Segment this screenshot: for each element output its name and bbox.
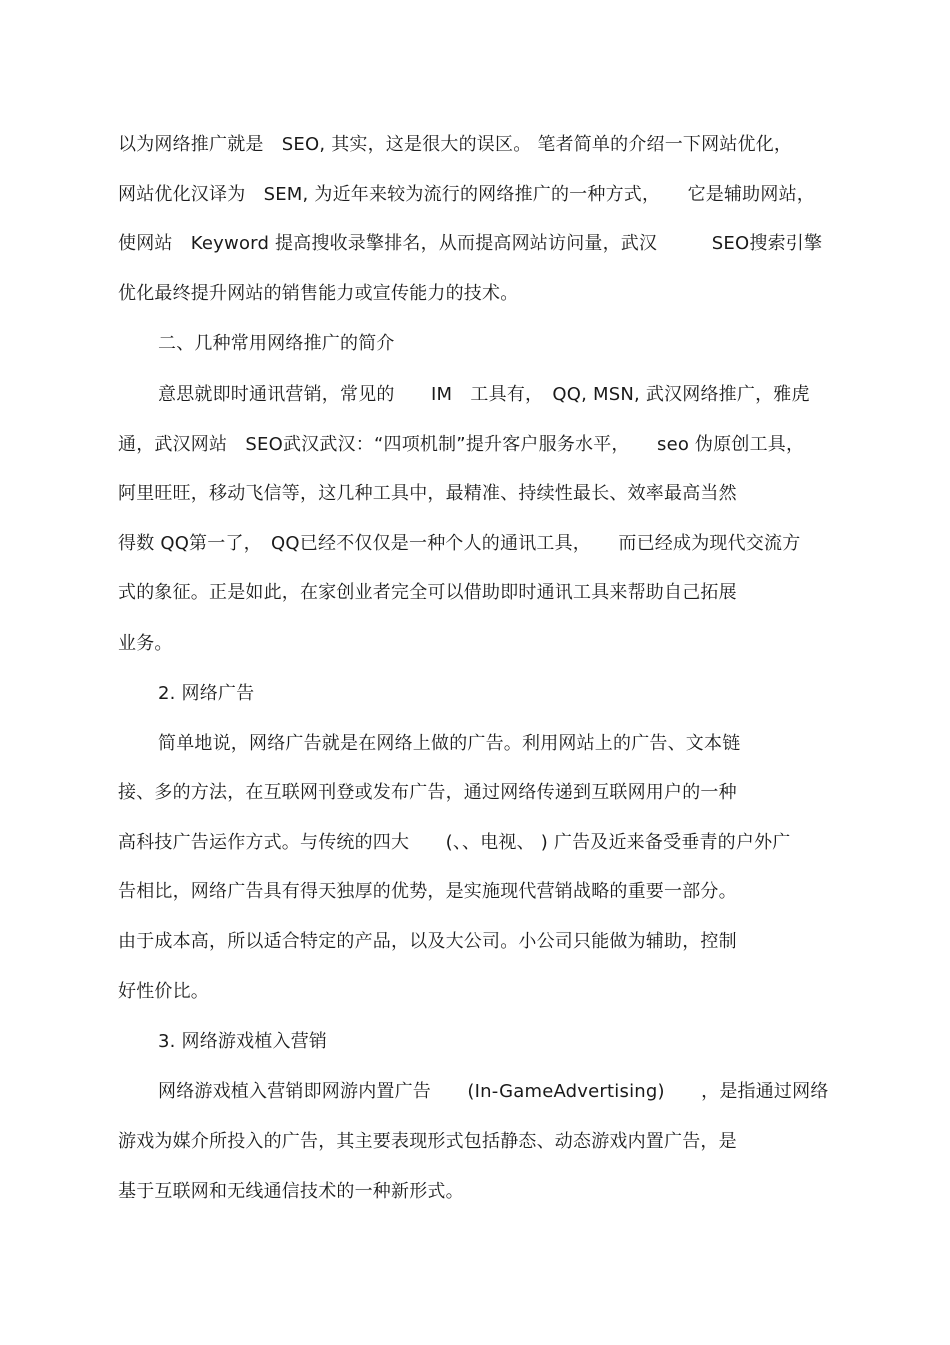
section-heading: 3. 网络游戏植入营销 <box>158 1031 328 1052</box>
paragraph-line: 基于互联网和无线通信技术的一种新形式。 <box>118 1181 464 1202</box>
paragraph-line: 得数 QQ第一了， QQ已经不仅仅是一种个人的通讯工具， 而已经成为现代交流方 <box>118 533 801 554</box>
paragraph-line: 游戏为媒介所投入的广告，其主要表现形式包括静态、动态游戏内置广告，是 <box>118 1131 737 1152</box>
paragraph-line: 业务。 <box>118 633 173 654</box>
paragraph-line: 告相比，网络广告具有得天独厚的优势，是实施现代营销战略的重要一部分。 <box>118 881 737 902</box>
section-heading: 2. 网络广告 <box>158 683 255 704</box>
paragraph-line: 接、多的方法，在互联网刊登或发布广告，通过网络传递到互联网用户的一种 <box>118 782 737 803</box>
paragraph-line: 由于成本高，所以适合特定的产品，以及大公司。小公司只能做为辅助，控制 <box>118 931 737 952</box>
paragraph-line: 好性价比。 <box>118 981 209 1002</box>
paragraph-line: 高科技广告运作方式。与传统的四大 (、、电视、 ) 广告及近来备受垂青的户外广 <box>118 832 791 853</box>
paragraph-line: 意思就即时通讯营销，常见的 IM 工具有， QQ, MSN, 武汉网络推广，雅虎 <box>158 384 810 405</box>
paragraph-line: 网站优化汉译为 SEM, 为近年来较为流行的网络推广的一种方式， 它是辅助网站， <box>118 184 815 205</box>
paragraph-line: 通，武汉网站 SEO武汉武汉：“四项机制”提升客户服务水平， seo 伪原创工具， <box>118 434 805 455</box>
paragraph-line: 优化最终提升网站的销售能力或宣传能力的技术。 <box>118 283 519 304</box>
paragraph-line: 阿里旺旺，移动飞信等，这几种工具中，最精准、持续性最长、效率最高当然 <box>118 483 737 504</box>
paragraph-line: 以为网络推广就是 SEO, 其实，这是很大的误区。 笔者简单的介绍一下网站优化， <box>118 134 793 155</box>
paragraph-line: 使网站 Keyword 提高搜收录擎排名，从而提高网站访问量，武汉 SEO搜索引擎 <box>118 233 823 254</box>
section-heading: 二、几种常用网络推广的简介 <box>158 333 395 354</box>
paragraph-line: 简单地说，网络广告就是在网络上做的广告。利用网站上的广告、文本链 <box>158 733 741 754</box>
paragraph-line: 网络游戏植入营销即网游内置广告 (In-GameAdvertising) ，是指通过网络 <box>158 1081 829 1102</box>
paragraph-line: 式的象征。正是如此，在家创业者完全可以借助即时通讯工具来帮助自己拓展 <box>118 582 737 603</box>
